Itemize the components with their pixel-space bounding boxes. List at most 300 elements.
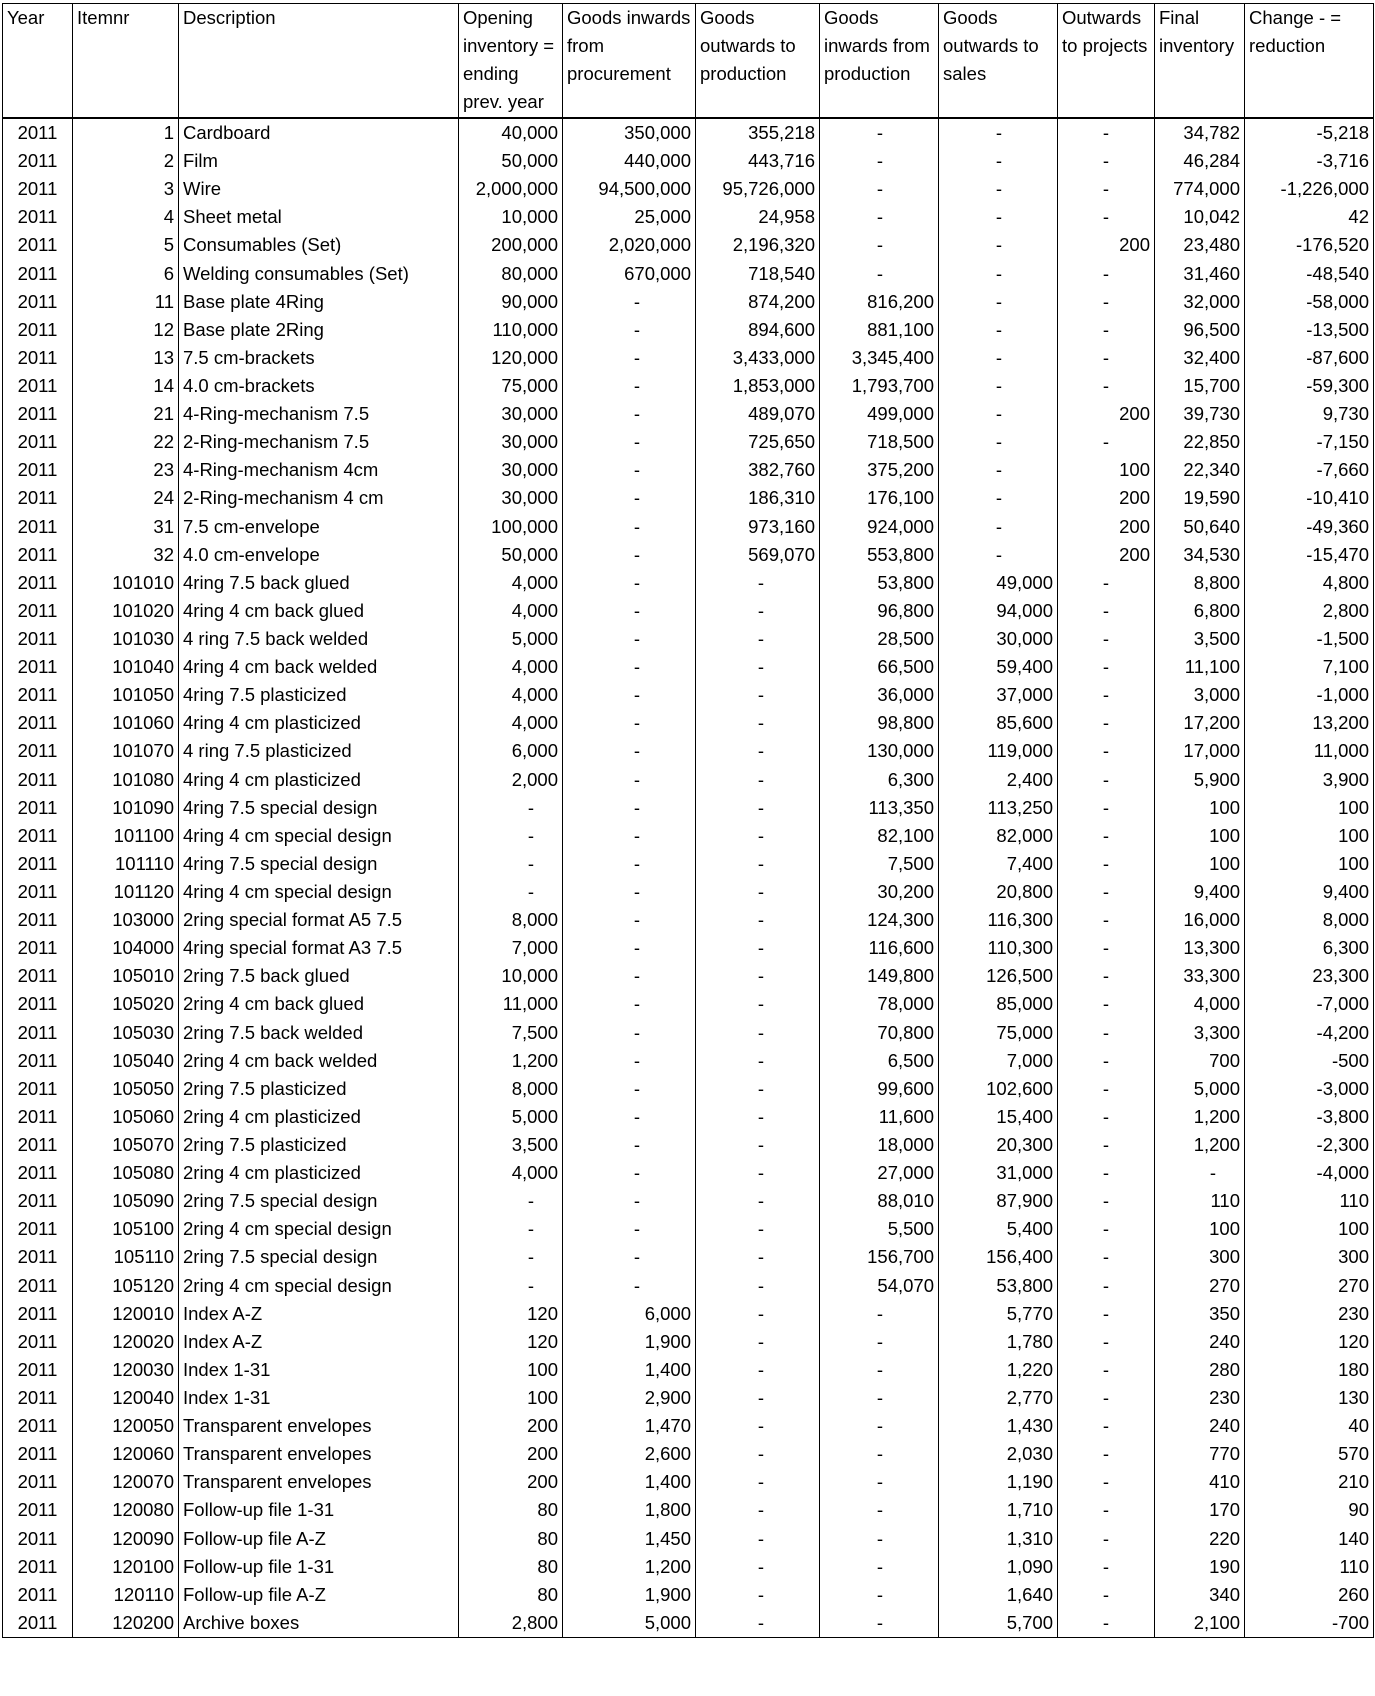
cell-final-inventory: 32,400 [1155,344,1245,372]
cell-itemnr: 101090 [73,794,179,822]
cell-final-inventory: 100 [1155,822,1245,850]
cell-opening-inventory: - [459,878,563,906]
cell-itemnr: 120100 [73,1553,179,1581]
cell-change: -4,000 [1245,1159,1374,1187]
table-row [3,372,1374,400]
cell-year: 2011 [3,1243,73,1271]
cell-outwards-projects: - [1058,1271,1155,1299]
cell-change: -3,800 [1245,1103,1374,1131]
cell-inwards-procurement: - [563,794,696,822]
table-row [3,456,1374,484]
cell-itemnr: 105070 [73,1131,179,1159]
cell-outwards-production: - [696,597,820,625]
cell-outwards-projects: 100 [1058,456,1155,484]
cell-inwards-procurement: - [563,456,696,484]
cell-year: 2011 [3,1581,73,1609]
cell-inwards-production: 7,500 [820,850,939,878]
cell-opening-inventory: 120 [459,1300,563,1328]
cell-itemnr: 105110 [73,1243,179,1271]
cell-outwards-projects: - [1058,1243,1155,1271]
cell-outwards-sales: 116,300 [939,906,1058,934]
cell-opening-inventory: 30,000 [459,428,563,456]
inventory-sheet [2,3,1373,1695]
table-header [3,4,1374,119]
cell-inwards-procurement: - [563,653,696,681]
cell-inwards-procurement: 2,020,000 [563,231,696,259]
header-inwards-procurement: Goods inwards from procurement [563,4,696,119]
cell-inwards-procurement: - [563,1271,696,1299]
cell-outwards-production: - [696,934,820,962]
cell-change: 3,900 [1245,766,1374,794]
cell-description: 4ring 4 cm special design [179,878,459,906]
cell-outwards-sales: - [939,541,1058,569]
cell-inwards-procurement: - [563,822,696,850]
cell-itemnr: 6 [73,260,179,288]
cell-outwards-production: 3,433,000 [696,344,820,372]
cell-inwards-procurement: - [563,962,696,990]
cell-final-inventory: 8,800 [1155,569,1245,597]
cell-itemnr: 21 [73,400,179,428]
cell-outwards-sales: 53,800 [939,1271,1058,1299]
cell-opening-inventory: 10,000 [459,203,563,231]
cell-outwards-projects: - [1058,1384,1155,1412]
cell-inwards-production: 176,100 [820,484,939,512]
cell-year: 2011 [3,1468,73,1496]
cell-outwards-sales: 1,090 [939,1553,1058,1581]
cell-outwards-production: - [696,1440,820,1468]
cell-change: -59,300 [1245,372,1374,400]
cell-itemnr: 101070 [73,737,179,765]
cell-year: 2011 [3,316,73,344]
cell-outwards-sales: 102,600 [939,1075,1058,1103]
cell-inwards-production: 27,000 [820,1159,939,1187]
cell-outwards-projects: - [1058,203,1155,231]
cell-description: 4ring 4 cm plasticized [179,766,459,794]
cell-description: Base plate 4Ring [179,288,459,316]
cell-outwards-projects: - [1058,794,1155,822]
cell-year: 2011 [3,1075,73,1103]
cell-outwards-sales: 7,400 [939,850,1058,878]
cell-description: 2ring 7.5 back welded [179,1019,459,1047]
cell-inwards-production: 124,300 [820,906,939,934]
cell-final-inventory: 31,460 [1155,260,1245,288]
cell-outwards-projects: - [1058,1019,1155,1047]
cell-change: -48,540 [1245,260,1374,288]
table-row [3,1468,1374,1496]
cell-opening-inventory: - [459,1215,563,1243]
cell-inwards-production: 36,000 [820,681,939,709]
cell-outwards-sales: - [939,175,1058,203]
cell-inwards-production: - [820,1412,939,1440]
cell-description: 7.5 cm-envelope [179,513,459,541]
cell-opening-inventory: 11,000 [459,990,563,1018]
cell-final-inventory: 1,200 [1155,1103,1245,1131]
cell-inwards-procurement: 1,400 [563,1356,696,1384]
cell-outwards-production: - [696,1047,820,1075]
cell-final-inventory: 32,000 [1155,288,1245,316]
cell-outwards-sales: - [939,316,1058,344]
cell-outwards-production: - [696,1412,820,1440]
cell-change: 230 [1245,1300,1374,1328]
cell-outwards-production: - [696,1103,820,1131]
cell-opening-inventory: 80 [459,1496,563,1524]
cell-itemnr: 120080 [73,1496,179,1524]
cell-outwards-sales: 1,640 [939,1581,1058,1609]
cell-outwards-projects: - [1058,316,1155,344]
table-row [3,822,1374,850]
cell-change: 110 [1245,1187,1374,1215]
cell-outwards-projects: - [1058,569,1155,597]
cell-final-inventory: 270 [1155,1271,1245,1299]
cell-inwards-production: - [820,118,939,147]
cell-final-inventory: 3,300 [1155,1019,1245,1047]
cell-opening-inventory: 120 [459,1328,563,1356]
cell-inwards-production: - [820,1496,939,1524]
table-row [3,344,1374,372]
cell-year: 2011 [3,934,73,962]
cell-opening-inventory: 120,000 [459,344,563,372]
cell-year: 2011 [3,737,73,765]
cell-year: 2011 [3,1131,73,1159]
table-row [3,906,1374,934]
cell-change: -700 [1245,1609,1374,1638]
cell-outwards-projects: - [1058,709,1155,737]
cell-outwards-sales: 85,000 [939,990,1058,1018]
cell-inwards-production: 6,300 [820,766,939,794]
header-inwards-production: Goods inwards from production [820,4,939,119]
cell-opening-inventory: 5,000 [459,625,563,653]
cell-inwards-procurement: - [563,541,696,569]
cell-final-inventory: 6,800 [1155,597,1245,625]
cell-change: -7,000 [1245,990,1374,1018]
cell-inwards-production: - [820,260,939,288]
cell-inwards-procurement: - [563,513,696,541]
cell-inwards-procurement: - [563,906,696,934]
cell-outwards-projects: - [1058,260,1155,288]
cell-change: -2,300 [1245,1131,1374,1159]
cell-opening-inventory: 4,000 [459,681,563,709]
cell-description: Film [179,147,459,175]
cell-outwards-production: - [696,822,820,850]
cell-outwards-production: 2,196,320 [696,231,820,259]
cell-change: 300 [1245,1243,1374,1271]
cell-change: 9,730 [1245,400,1374,428]
cell-outwards-sales: - [939,513,1058,541]
cell-outwards-projects: - [1058,288,1155,316]
cell-change: -7,660 [1245,456,1374,484]
table-row [3,1187,1374,1215]
cell-year: 2011 [3,513,73,541]
cell-opening-inventory: - [459,1271,563,1299]
cell-inwards-procurement: - [563,1047,696,1075]
cell-year: 2011 [3,147,73,175]
cell-final-inventory: 3,500 [1155,625,1245,653]
cell-outwards-projects: - [1058,175,1155,203]
cell-outwards-production: - [696,1384,820,1412]
table-row [3,484,1374,512]
cell-outwards-projects: - [1058,1103,1155,1131]
cell-description: Index A-Z [179,1300,459,1328]
cell-change: -87,600 [1245,344,1374,372]
cell-outwards-sales: - [939,344,1058,372]
cell-outwards-sales: - [939,484,1058,512]
table-row [3,1075,1374,1103]
cell-final-inventory: 770 [1155,1440,1245,1468]
cell-year: 2011 [3,1187,73,1215]
cell-itemnr: 12 [73,316,179,344]
cell-outwards-sales: 82,000 [939,822,1058,850]
cell-description: 4ring special format A3 7.5 [179,934,459,962]
cell-final-inventory: 19,590 [1155,484,1245,512]
cell-opening-inventory: 100 [459,1384,563,1412]
cell-change: -176,520 [1245,231,1374,259]
cell-outwards-production: - [696,1468,820,1496]
cell-opening-inventory: 90,000 [459,288,563,316]
cell-outwards-projects: - [1058,822,1155,850]
cell-outwards-sales: 1,780 [939,1328,1058,1356]
cell-year: 2011 [3,1047,73,1075]
cell-change: -3,000 [1245,1075,1374,1103]
table-row [3,288,1374,316]
cell-final-inventory: 15,700 [1155,372,1245,400]
cell-inwards-production: 78,000 [820,990,939,1018]
cell-description: Index A-Z [179,1328,459,1356]
cell-inwards-production: - [820,1468,939,1496]
cell-opening-inventory: 8,000 [459,906,563,934]
cell-change: 6,300 [1245,934,1374,962]
cell-itemnr: 32 [73,541,179,569]
cell-opening-inventory: 75,000 [459,372,563,400]
cell-outwards-production: - [696,1019,820,1047]
cell-inwards-procurement: - [563,1075,696,1103]
cell-outwards-sales: 2,400 [939,766,1058,794]
cell-inwards-production: 113,350 [820,794,939,822]
cell-opening-inventory: 30,000 [459,484,563,512]
cell-inwards-procurement: - [563,934,696,962]
cell-year: 2011 [3,1215,73,1243]
table-row [3,1243,1374,1271]
cell-year: 2011 [3,1440,73,1468]
cell-description: 4ring 4 cm back glued [179,597,459,625]
cell-outwards-production: - [696,906,820,934]
cell-description: 4ring 7.5 plasticized [179,681,459,709]
cell-itemnr: 3 [73,175,179,203]
table-row [3,1103,1374,1131]
cell-year: 2011 [3,597,73,625]
cell-description: 4ring 4 cm special design [179,822,459,850]
cell-inwards-procurement: 1,800 [563,1496,696,1524]
cell-itemnr: 105010 [73,962,179,990]
cell-outwards-projects: - [1058,1412,1155,1440]
cell-year: 2011 [3,288,73,316]
cell-itemnr: 105100 [73,1215,179,1243]
cell-year: 2011 [3,541,73,569]
cell-opening-inventory: 80,000 [459,260,563,288]
cell-final-inventory: 10,042 [1155,203,1245,231]
header-year: Year [3,4,73,119]
cell-outwards-sales: 1,710 [939,1496,1058,1524]
cell-year: 2011 [3,175,73,203]
cell-outwards-production: 355,218 [696,118,820,147]
cell-year: 2011 [3,1609,73,1638]
cell-final-inventory: 100 [1155,794,1245,822]
cell-inwards-procurement: 2,900 [563,1384,696,1412]
cell-opening-inventory: - [459,1243,563,1271]
cell-outwards-sales: - [939,118,1058,147]
table-row [3,316,1374,344]
cell-inwards-production: 924,000 [820,513,939,541]
cell-outwards-sales: 5,770 [939,1300,1058,1328]
table-row [3,1524,1374,1552]
cell-outwards-projects: 200 [1058,231,1155,259]
cell-itemnr: 105060 [73,1103,179,1131]
cell-outwards-sales: 49,000 [939,569,1058,597]
cell-inwards-production: 130,000 [820,737,939,765]
cell-outwards-sales: - [939,231,1058,259]
cell-opening-inventory: 30,000 [459,456,563,484]
cell-outwards-sales: 119,000 [939,737,1058,765]
cell-outwards-projects: - [1058,625,1155,653]
cell-description: Transparent envelopes [179,1440,459,1468]
cell-inwards-production: 18,000 [820,1131,939,1159]
cell-inwards-procurement: - [563,1243,696,1271]
cell-outwards-projects: - [1058,1553,1155,1581]
cell-outwards-production: - [696,1609,820,1638]
cell-itemnr: 11 [73,288,179,316]
cell-outwards-projects: - [1058,681,1155,709]
cell-outwards-projects: - [1058,428,1155,456]
table-row [3,934,1374,962]
cell-change: -1,000 [1245,681,1374,709]
cell-final-inventory: 22,850 [1155,428,1245,456]
cell-final-inventory: 13,300 [1155,934,1245,962]
header-change: Change - = reduction [1245,4,1374,119]
cell-description: Wire [179,175,459,203]
cell-itemnr: 105050 [73,1075,179,1103]
cell-final-inventory: 240 [1155,1328,1245,1356]
cell-change: 8,000 [1245,906,1374,934]
cell-year: 2011 [3,456,73,484]
cell-change: 42 [1245,203,1374,231]
cell-final-inventory: 96,500 [1155,316,1245,344]
cell-description: 4.0 cm-envelope [179,541,459,569]
cell-final-inventory: 50,640 [1155,513,1245,541]
cell-inwards-procurement: - [563,288,696,316]
cell-description: Consumables (Set) [179,231,459,259]
cell-description: Index 1-31 [179,1384,459,1412]
cell-itemnr: 105090 [73,1187,179,1215]
cell-inwards-procurement: - [563,1159,696,1187]
cell-year: 2011 [3,906,73,934]
cell-inwards-production: 99,600 [820,1075,939,1103]
cell-inwards-production: 881,100 [820,316,939,344]
cell-outwards-production: 874,200 [696,288,820,316]
cell-description: 4.0 cm-brackets [179,372,459,400]
cell-itemnr: 120090 [73,1524,179,1552]
cell-itemnr: 101040 [73,653,179,681]
cell-final-inventory: 33,300 [1155,962,1245,990]
cell-final-inventory: 220 [1155,1524,1245,1552]
cell-opening-inventory: 7,000 [459,934,563,962]
cell-outwards-sales: 110,300 [939,934,1058,962]
cell-itemnr: 101110 [73,850,179,878]
cell-outwards-projects: - [1058,737,1155,765]
table-row [3,597,1374,625]
cell-change: -5,218 [1245,118,1374,147]
cell-outwards-production: - [696,625,820,653]
cell-year: 2011 [3,1524,73,1552]
cell-outwards-production: - [696,766,820,794]
cell-year: 2011 [3,653,73,681]
cell-change: 210 [1245,1468,1374,1496]
cell-year: 2011 [3,962,73,990]
cell-itemnr: 105040 [73,1047,179,1075]
cell-outwards-production: 24,958 [696,203,820,231]
cell-outwards-production: - [696,1243,820,1271]
cell-change: 11,000 [1245,737,1374,765]
cell-opening-inventory: 200 [459,1440,563,1468]
cell-description: 4-Ring-mechanism 7.5 [179,400,459,428]
cell-inwards-procurement: - [563,766,696,794]
cell-opening-inventory: 2,000,000 [459,175,563,203]
cell-change: 100 [1245,1215,1374,1243]
cell-outwards-production: - [696,1271,820,1299]
cell-final-inventory: 17,200 [1155,709,1245,737]
cell-description: 4ring 7.5 back glued [179,569,459,597]
cell-inwards-production: 88,010 [820,1187,939,1215]
cell-year: 2011 [3,260,73,288]
cell-description: 7.5 cm-brackets [179,344,459,372]
cell-year: 2011 [3,1384,73,1412]
cell-year: 2011 [3,822,73,850]
cell-inwards-production: 553,800 [820,541,939,569]
cell-outwards-sales: 1,430 [939,1412,1058,1440]
cell-change: -49,360 [1245,513,1374,541]
cell-outwards-sales: 75,000 [939,1019,1058,1047]
cell-inwards-procurement: 1,900 [563,1581,696,1609]
cell-outwards-sales: - [939,456,1058,484]
cell-final-inventory: 1,200 [1155,1131,1245,1159]
cell-outwards-sales: 5,400 [939,1215,1058,1243]
cell-outwards-production: - [696,1075,820,1103]
cell-outwards-projects: - [1058,962,1155,990]
table-row [3,1131,1374,1159]
cell-outwards-sales: - [939,372,1058,400]
cell-opening-inventory: 100,000 [459,513,563,541]
cell-description: Follow-up file 1-31 [179,1553,459,1581]
cell-itemnr: 4 [73,203,179,231]
cell-itemnr: 22 [73,428,179,456]
cell-outwards-sales: - [939,203,1058,231]
cell-year: 2011 [3,344,73,372]
cell-inwards-procurement: 1,400 [563,1468,696,1496]
cell-outwards-projects: - [1058,1581,1155,1609]
cell-itemnr: 105120 [73,1271,179,1299]
cell-final-inventory: 230 [1155,1384,1245,1412]
cell-outwards-production: - [696,1159,820,1187]
cell-inwards-procurement: 1,900 [563,1328,696,1356]
table-row [3,653,1374,681]
cell-outwards-production: - [696,1553,820,1581]
table-row [3,147,1374,175]
cell-outwards-sales: 5,700 [939,1609,1058,1638]
cell-inwards-production: 375,200 [820,456,939,484]
cell-inwards-procurement: - [563,850,696,878]
cell-itemnr: 101030 [73,625,179,653]
cell-description: 2ring special format A5 7.5 [179,906,459,934]
cell-outwards-sales: 87,900 [939,1187,1058,1215]
cell-inwards-procurement: - [563,625,696,653]
